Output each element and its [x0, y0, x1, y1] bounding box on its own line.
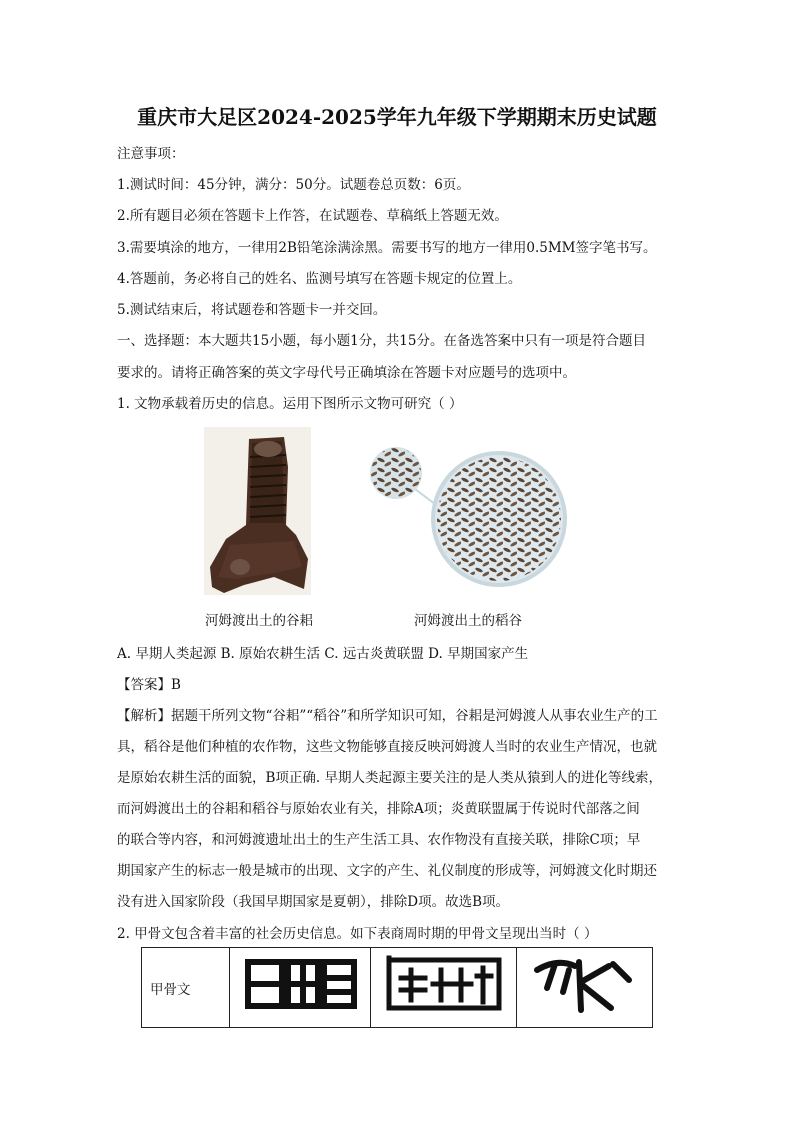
question-1-options: A. 早期人类起源 B. 原始农耕生活 C. 远古炎黄联盟 D. 早期国家产生 — [117, 646, 529, 662]
notice-item: 1.测试时间：45分钟，满分：50分。试题卷总页数：6页。 — [117, 177, 470, 193]
rice-grains-photo — [363, 437, 575, 597]
notice-heading: 注意事项： — [117, 146, 185, 162]
section-heading-cont: 要求的。请将正确答案的英文字母代号正确填涂在答题卡对应题号的选项中。 — [117, 365, 576, 381]
oracle-glyph-3 — [517, 948, 653, 1028]
analysis-line: 【解析】据题干所列文物“谷耜”“稻谷”和所学知识可知，谷耜是河姆渡人从事农业生产的工 — [117, 708, 658, 724]
notice-item: 2.所有题目必须在答题卡上作答，在试题卷、草稿纸上答题无效。 — [117, 208, 508, 224]
oracle-bone-table — [141, 947, 653, 1028]
analysis-line: 期国家产生的标志一般是城市的出现、文字的产生、礼仪制度的形成等，河姆渡文化时期还 — [117, 863, 657, 879]
bone-spade-photo — [204, 427, 311, 595]
oracle-glyph-1 — [230, 948, 371, 1028]
section-heading: 一、选择题：本大题共15小题，每小题1分，共15分。在备选答案中只有一项是符合题目 — [117, 333, 646, 349]
oracle-glyph-2 — [371, 948, 517, 1028]
caption-rice-grains: 河姆渡出土的稻谷 — [414, 613, 522, 629]
notice-item: 5.测试结束后，将试题卷和答题卡一并交回。 — [117, 302, 387, 318]
notice-item: 3.需要填涂的地方，一律用2B铅笔涂满涂黑。需要书写的地方一律用0.5MM签字笔书写。 — [117, 240, 657, 256]
table-label-oracle-bone: 甲骨文 — [142, 948, 230, 1028]
analysis-line: 没有进入国家阶段（我国早期国家是夏朝），排除D项。故选B项。 — [117, 894, 509, 910]
analysis-line: 的联合等内容，和河姆渡遗址出土的生产生活工具、农作物没有直接关联，排除C项；早 — [117, 832, 641, 848]
page-title: 重庆市大足区2024-2025学年九年级下学期期末历史试题 — [137, 105, 657, 129]
notice-item: 4.答题前，务必将自己的姓名、监测号填写在答题卡规定的位置上。 — [117, 271, 522, 287]
question-1-answer: 【答案】B — [117, 677, 181, 693]
question-2-stem: 2. 甲骨文包含着丰富的社会历史信息。如下表商周时期的甲骨文呈现出当时（ ） — [117, 926, 598, 942]
question-1-stem: 1. 文物承载着历史的信息。运用下图所示文物可研究（ ） — [117, 396, 463, 412]
analysis-line: 具，稻谷是他们种植的农作物，这些文物能够直接反映河姆渡人当时的农业生产情况，也就 — [117, 739, 657, 755]
analysis-line: 而河姆渡出土的谷耜和稻谷与原始农业有关，排除A项；炎黄联盟属于传说时代部落之间 — [117, 801, 640, 817]
caption-bone-spade: 河姆渡出土的谷耜 — [205, 613, 313, 629]
analysis-line: 是原始农耕生活的面貌，B项正确. 早期人类起源主要关注的是人类从猿到人的进化等线索， — [117, 770, 663, 786]
